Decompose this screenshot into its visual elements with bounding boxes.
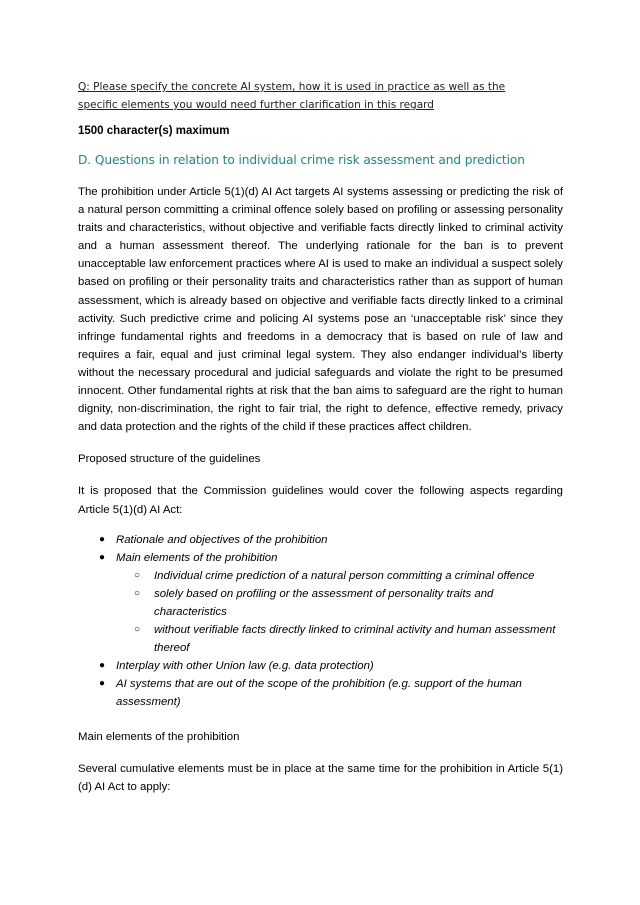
intro-paragraph: The prohibition under Article 5(1)(d) AI Act targets AI systems assessing or predicting the risk of a natural person committing a criminal offence solely based on profiling or assessing personality traits and characteristics, without objective and verifiable facts directly linked to criminal activity and a human assessment thereof. The underlying rationale for the ban is to prevent unacceptable law enforcement practices where AI is used to make an individual a suspect solely based on profiling or their personality traits and characteristics rather than as support of human assessment, which is already based on objective and verifiable facts directly linked to a criminal activity. Such predictive crime and policing AI systems pose an ‘unacceptable risk’ since they infringe fundamental rights and freedoms in a democracy that is based on rule of law and requires a fair, equal and just criminal legal system. They also endanger individual’s liberty without the necessary procedural and judicial safeguards and violate the right to be presumed innocent. Other fundamental rights at risk that the ban aims to safeguard are the right to human dignity, non-discrimination, the right to fair trial, the right to defence, effective remedy, privacy and data protection and the rights of the child if these practices affect children. <box>78 186 563 434</box>
hollow-bullet-icon: ○ <box>134 569 141 581</box>
list-item: ● Rationale and objectives of the prohibition <box>78 531 563 549</box>
bullet-icon: ● <box>99 551 106 563</box>
bullet-icon: ● <box>99 678 106 690</box>
main-elements-heading: Main elements of the prohibition <box>78 730 240 743</box>
closing-paragraph: Several cumulative elements must be in place at the same time for the prohibition in Article 5(1)(d) AI Act to apply: <box>78 762 563 793</box>
aspects-list <box>78 531 563 712</box>
bullet-icon: ● <box>99 660 106 672</box>
proposed-structure-heading: Proposed structure of the guidelines <box>78 453 261 466</box>
section-heading: D. Questions in relation to individual crime risk assessment and prediction <box>78 153 525 167</box>
sub-list-item: ○ without verifiable facts directly linked to criminal activity and human assessment thereof <box>116 621 563 657</box>
sub-list-item: ○ Individual crime prediction of a natural person committing a criminal offence <box>116 567 563 585</box>
list-item: ● AI systems that are out of the scope of the prohibition (e.g. support of the human assessment) <box>78 675 563 711</box>
character-limit: 1500 character(s) maximum <box>78 125 230 137</box>
list-item: ● Interplay with other Union law (e.g. data protection) <box>78 657 563 675</box>
question-line-2: specific elements you would need further clarification in this regard <box>78 99 434 111</box>
question-prompt <box>78 78 563 114</box>
hollow-bullet-icon: ○ <box>134 624 141 636</box>
sub-list <box>116 567 563 657</box>
hollow-bullet-icon: ○ <box>134 587 141 599</box>
bullet-icon: ● <box>99 533 106 545</box>
document-page <box>78 78 563 796</box>
sub-list-item: ○ solely based on profiling or the assessment of personality traits and characteristics <box>116 585 563 621</box>
list-item: ● Main elements of the prohibition ○ Individual crime prediction of a natural person committing a criminal offence ○ solely based on profiling or the assessment of personality traits and characteristics ○ without verifiable facts directly linked to criminal activity and human assessment thereof <box>78 549 563 658</box>
proposed-structure-intro: It is proposed that the Commission guidelines would cover the following aspects regarding Article 5(1)(d) AI Act: <box>78 485 563 516</box>
question-line-1: Q: Please specify the concrete AI system, how it is used in practice as well as the <box>78 81 506 93</box>
